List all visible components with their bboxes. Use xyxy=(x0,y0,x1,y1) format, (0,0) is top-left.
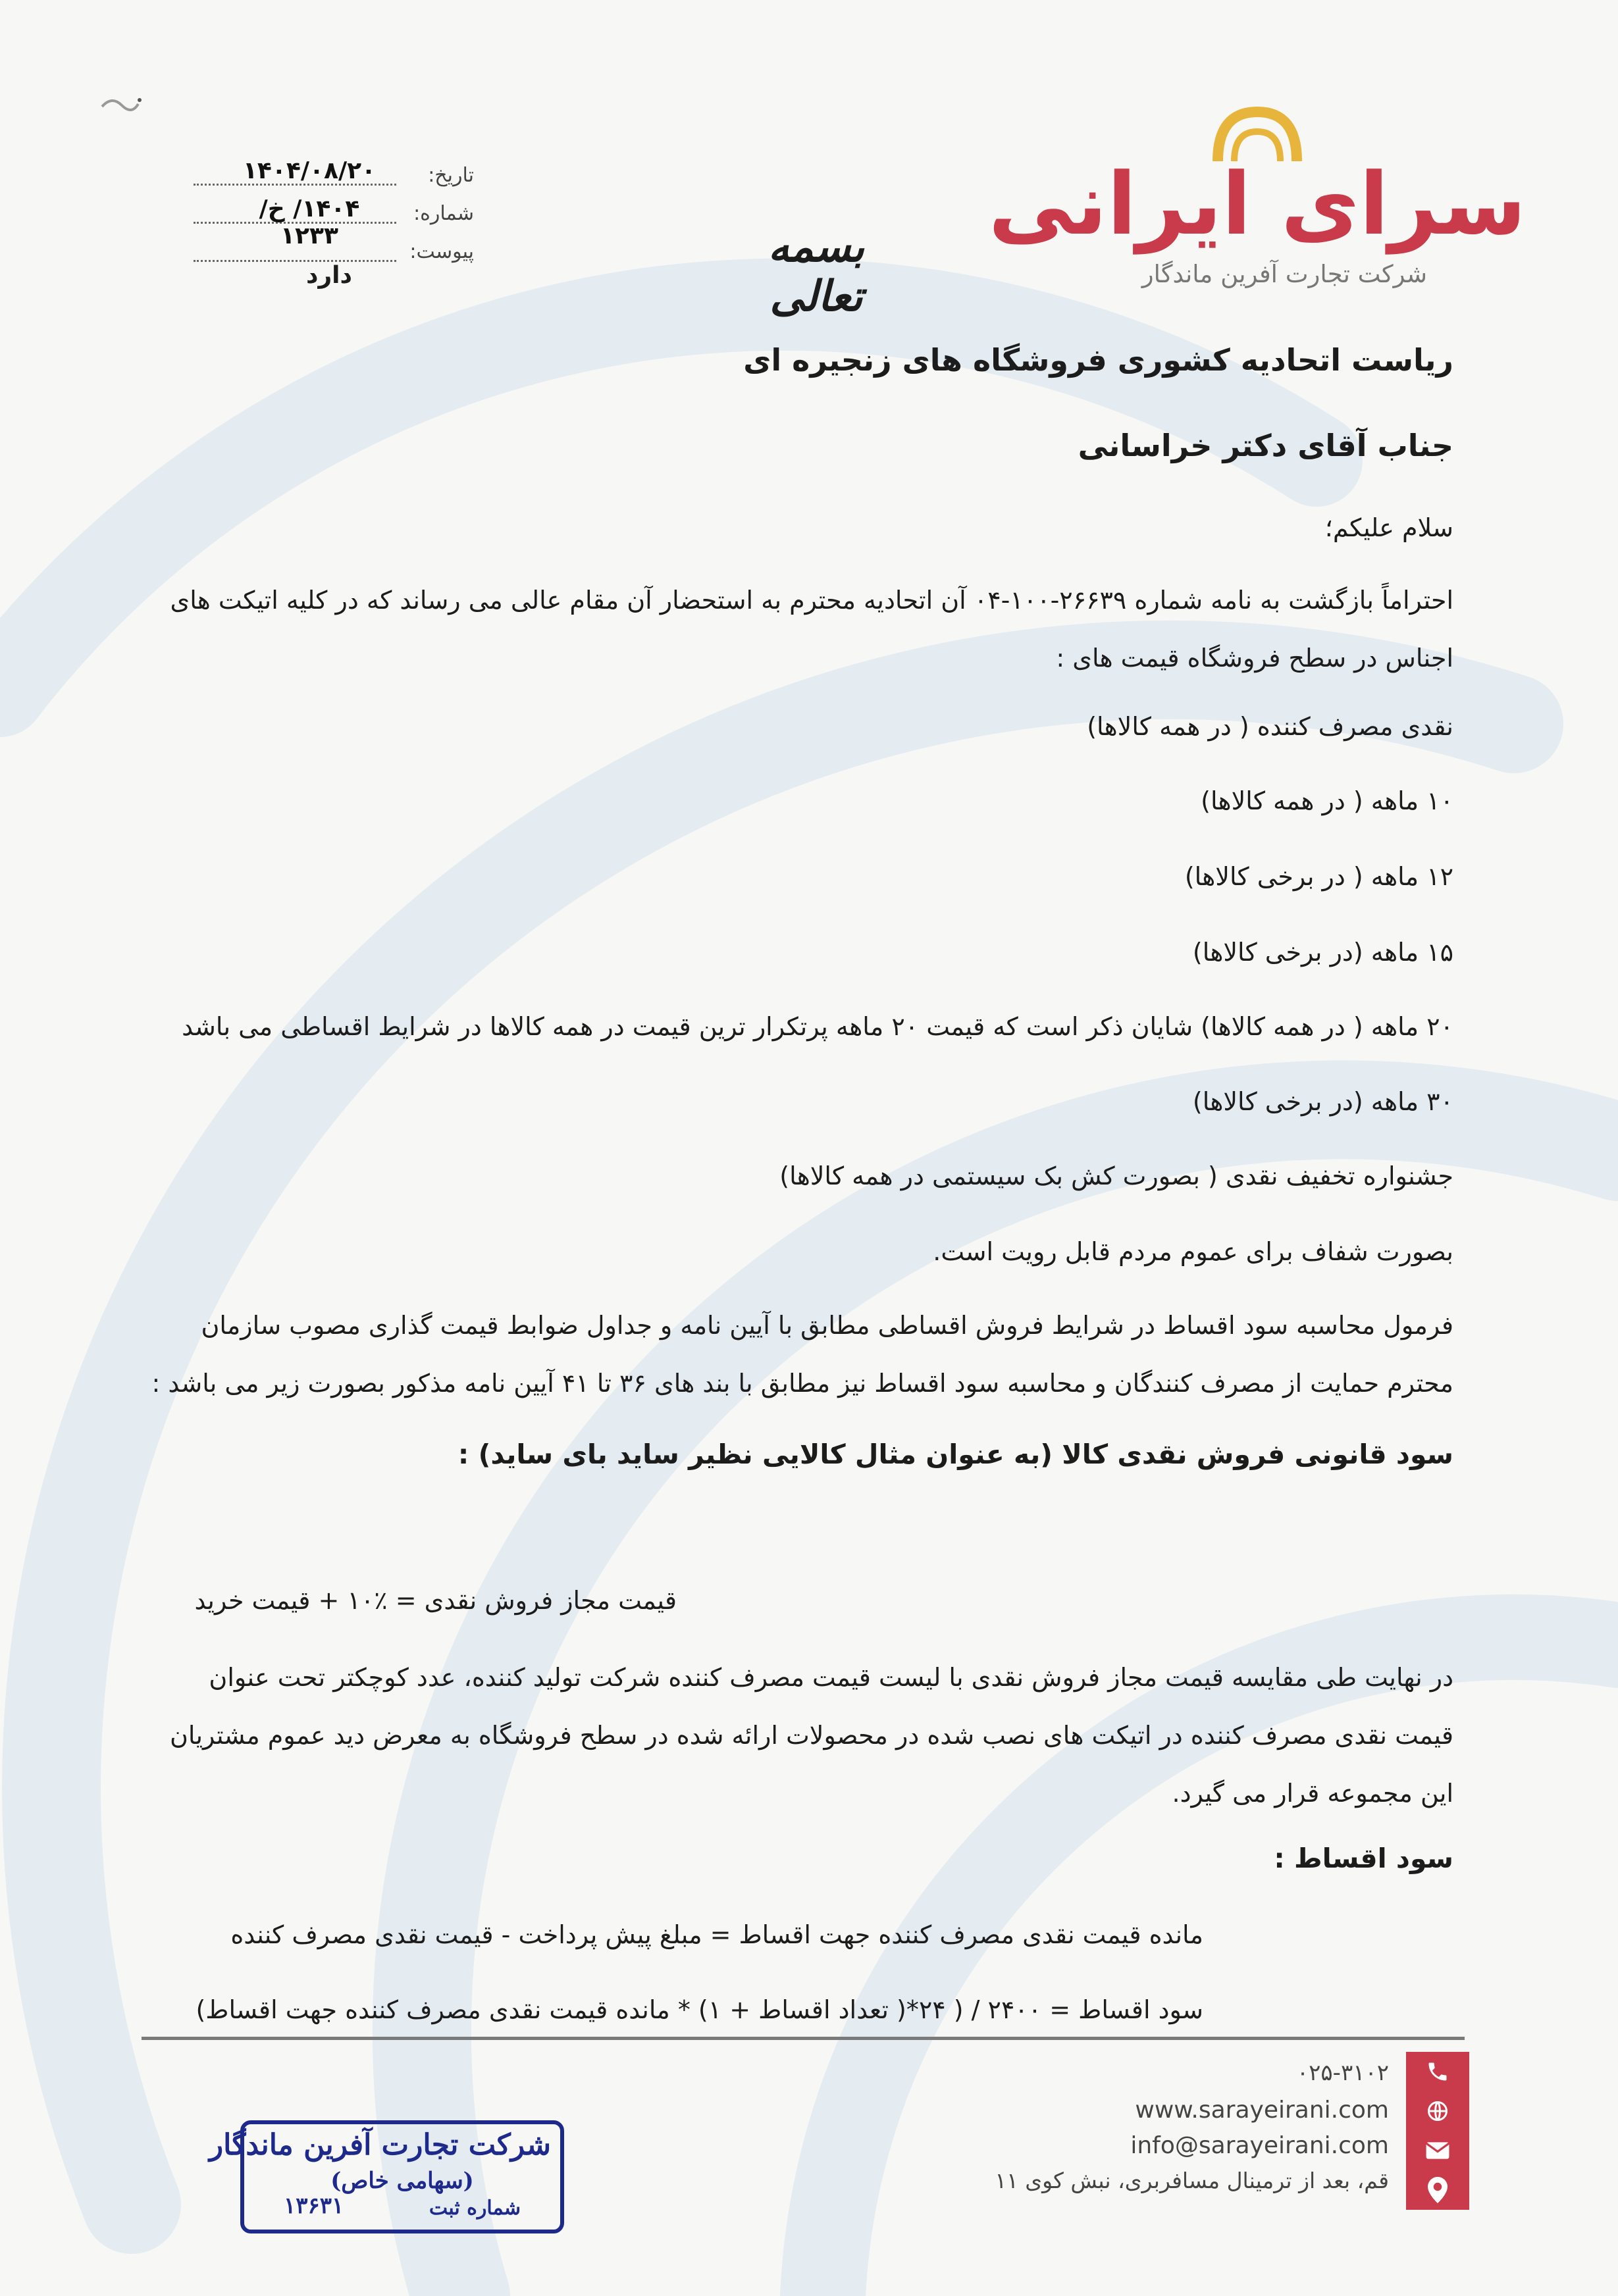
company-stamp xyxy=(209,2120,564,2233)
installment-heading: سود اقساط : xyxy=(1274,1843,1453,1874)
bismillah: بسمه تعالی xyxy=(768,222,865,321)
footer-website: www.sarayeirani.com xyxy=(1135,2097,1389,2124)
stamp-reg-label: شماره ثبت xyxy=(429,2197,521,2220)
price-item: ۱۰ ماهه ( در همه کالاها) xyxy=(1201,786,1453,815)
footer-phone: ۰۲۵-۳۱۰۲ xyxy=(1296,2060,1389,2086)
company-subtitle: شرکت تجارت آفرین ماندگار xyxy=(1141,260,1427,288)
attachment-status: دارد xyxy=(305,262,352,289)
installment-formula-profit: سود اقساط = ۲۴۰۰ / ( ۲۴*( تعداد اقساط + ۱) * مانده قیمت نقدی مصرف کننده جهت اقساط) xyxy=(196,1995,1203,2024)
formula-intro: فرمول محاسبه سود اقساط در شرایط فروش اقساطی مطابق با آیین نامه و جداول ضوابط قیمت گذاری مصوب سازمان محترم حمایت از مصرف کنندگان و محاسبه سود اقساط نیز مطابق با بند های ۳۶ تا ۴۱ آیین نامه مذکور بصورت زیر می باشد : xyxy=(151,1311,1453,1398)
scan-mark xyxy=(99,92,145,118)
globe-icon xyxy=(1406,2091,1469,2131)
price-item: نقدی مصرف کننده ( در همه کالاها) xyxy=(1087,712,1453,741)
footer-email: info@sarayeirani.com xyxy=(1130,2132,1389,2159)
price-item: ۲۰ ماهه ( در همه کالاها) شایان ذکر است که قیمت ۲۰ ماهه پرتکرار ترین قیمت در همه کالاها در شرایط اقساطی می باشد xyxy=(182,1012,1453,1041)
date-label: تاریخ: xyxy=(428,164,474,187)
price-item: ۱۲ ماهه ( در برخی کالاها) xyxy=(1184,862,1453,891)
brand-name: سرای ایرانی xyxy=(988,154,1527,254)
comparison-paragraph: در نهایت طی مقایسه قیمت مجاز فروش نقدی با لیست قیمت مصرف کننده شرکت تولید کننده، عدد کوچکتر تحت عنوان قیمت نقدی مصرف کننده در اتیکت های نصب شده در محصولات ارائه شده در سطح فروشگاه به معرض دید عموم مشتریان این مجموعه قرار می گیرد. xyxy=(169,1663,1453,1808)
phone-icon xyxy=(1406,2052,1469,2091)
brand-logo xyxy=(988,99,1527,257)
attachment-value: ۱۴۰۴/ خ/ ۱۲۳۳ xyxy=(259,195,360,249)
intro-paragraph: احتراماً بازگشت به نامه شماره ۲۶۶۳۹-۱۰۰-۰۴ آن اتحادیه محترم به استحضار آن مقام عالی می رساند که در کلیه اتیکت های اجناس در سطح فروشگاه قیمت های : xyxy=(170,586,1453,673)
greeting: سلام علیکم؛ xyxy=(1324,513,1453,542)
date-value: ۱۴۰۴/۰۸/۲۰ xyxy=(242,157,377,184)
cash-profit-heading: سود قانونی فروش نقدی کالا (به عنوان مثال کالایی نظیر ساید بای ساید) : xyxy=(457,1439,1453,1470)
location-pin-icon xyxy=(1406,2170,1469,2210)
footer-divider xyxy=(142,2037,1465,2040)
attachment-label: پیوست: xyxy=(409,240,474,263)
stamp-company-type: (سهامی خاص) xyxy=(330,2168,474,2194)
mail-icon xyxy=(1406,2131,1469,2170)
stamp-reg-number: ۱۳۶۳۱ xyxy=(284,2193,344,2219)
recipient-person: جناب آقای دکتر خراسانی xyxy=(1078,428,1453,463)
stamp-company-name: شرکت تجارت آفرین ماندگار xyxy=(209,2128,551,2162)
number-label: شماره: xyxy=(413,202,474,225)
letter-meta xyxy=(184,157,474,276)
visibility-statement: بصورت شفاف برای عموم مردم قابل رویت است. xyxy=(933,1237,1453,1266)
meta-date-row xyxy=(184,157,474,199)
installment-formula-remaining: مانده قیمت نقدی مصرف کننده جهت اقساط = مبلغ پیش پرداخت - قیمت نقدی مصرف کننده xyxy=(230,1920,1203,1949)
recipient-org: ریاست اتحادیه کشوری فروشگاه های زنجیره ای xyxy=(743,342,1453,378)
cash-formula: قیمت مجاز فروش نقدی = ٪۱۰ + قیمت خرید xyxy=(194,1586,677,1615)
footer-address: قم، بعد از ترمینال مسافربری، نبش کوی ۱۱ xyxy=(995,2168,1389,2193)
price-item: ۳۰ ماهه (در برخی کالاها) xyxy=(1192,1087,1453,1116)
price-item: جشنواره تخفیف نقدی ( بصورت کش بک سیستمی در همه کالاها) xyxy=(779,1161,1453,1190)
price-item: ۱۵ ماهه (در برخی کالاها) xyxy=(1192,938,1453,967)
contact-icon-bar xyxy=(1406,2052,1469,2210)
